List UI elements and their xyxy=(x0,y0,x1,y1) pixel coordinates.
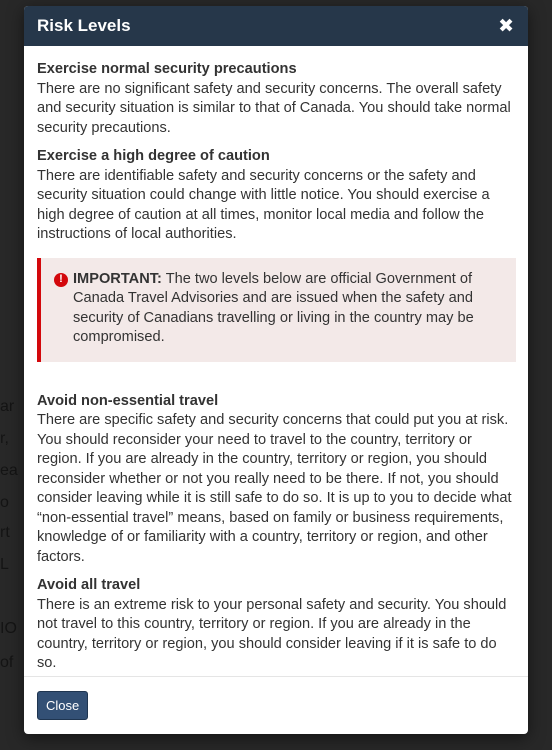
modal-body xyxy=(24,46,528,674)
risk-level-normal xyxy=(37,60,516,138)
exclamation-icon: ! xyxy=(54,273,68,287)
alert-message: The two levels below are official Government of Canada Travel Advisories and are issued when the safety and security of Canadians travelling or living in the country may be compromised. xyxy=(73,270,474,345)
risk-level-description: There are specific safety and security concerns that could put you at risk. You should reconsider your need to travel to the country, territory or region. If you are already in the country, territory or region, you should reconsider whether or not you really need to be there. If not, you should consider leaving while it is still safe to do so. It is up to you to decide what “non-essential travel” means, based on family or business requirements, knowledge of or familiarity with a country, territory or region, and other factors. xyxy=(37,412,512,565)
important-alert xyxy=(37,258,516,362)
modal-header xyxy=(24,6,528,46)
alert-text xyxy=(73,270,504,348)
risk-level-avoid-non-essential xyxy=(37,392,516,568)
risk-level-title: Exercise normal security precautions xyxy=(37,61,297,77)
modal-footer xyxy=(24,676,528,734)
risk-level-description: There are identifiable safety and security concerns or the safety and security situation could change with little notice. You should exercise a high degree of caution at all times, monitor local media and follow the instructions of local authorities. xyxy=(37,167,490,242)
risk-level-description: There is an extreme risk to your personal safety and security. You should not travel to this country, territory or region. If you are already in the country, territory or region, you should consider leaving if it is safe to do so. xyxy=(37,596,507,671)
risk-level-description: There are no significant safety and security concerns. The overall safety and security situation is similar to that of Canada. You should take normal security precautions. xyxy=(37,80,511,136)
close-icon[interactable]: ✖ xyxy=(498,15,514,37)
risk-level-title: Exercise a high degree of caution xyxy=(37,148,270,164)
alert-strong-label: IMPORTANT: xyxy=(73,270,162,287)
risk-level-avoid-all xyxy=(37,576,516,674)
modal-title: Risk Levels xyxy=(37,16,131,35)
risk-level-title: Avoid non-essential travel xyxy=(37,392,219,409)
risk-level-caution xyxy=(37,147,516,245)
risk-levels-modal xyxy=(24,6,528,734)
risk-level-title: Avoid all travel xyxy=(37,577,141,593)
close-button[interactable]: Close xyxy=(37,691,88,720)
